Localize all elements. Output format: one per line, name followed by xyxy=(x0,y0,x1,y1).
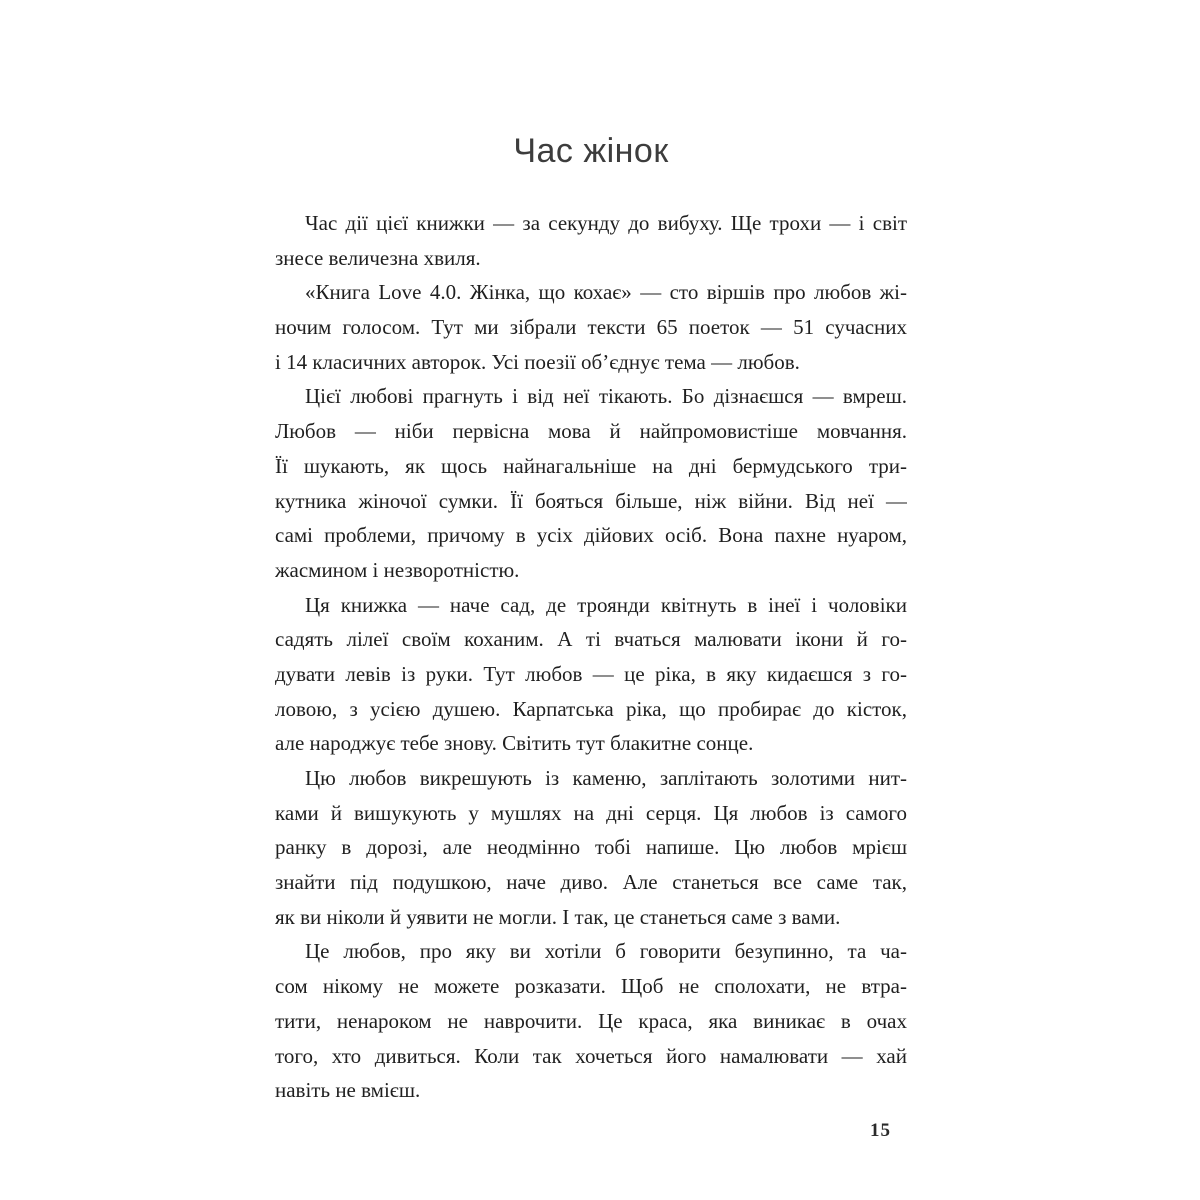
text-line: але народжує тебе знову. Світить тут блакитне сонце. xyxy=(275,731,754,756)
page-number: 15 xyxy=(870,1120,891,1141)
paragraph xyxy=(275,761,907,934)
text-line: як ви ніколи й уявити не могли. І так, це станеться саме з вами. xyxy=(275,904,841,929)
text-line: Любов — ніби первісна мова й найпромовистіше мовчання. xyxy=(275,419,907,444)
text-line: Ця книжка — наче сад, де троянди квітнуть в інеї і чоловіки xyxy=(305,592,907,617)
paragraph xyxy=(275,206,907,275)
text-line: кутника жіночої сумки. Її бояться більше, ніж війни. Від неї — xyxy=(275,488,907,513)
text-line: ранку в дорозі, але неодмінно тобі напише. Цю любов мрієш xyxy=(275,835,907,860)
text-line: Час дії цієї книжки — за секунду до вибуху. Ще трохи — і світ xyxy=(305,211,907,235)
text-line: навіть не вмієш. xyxy=(275,1078,421,1103)
paragraph xyxy=(275,934,907,1107)
text-line: тити, ненароком не наврочити. Це краса, яка виникає в очах xyxy=(275,1008,907,1033)
text-line: того, хто дивиться. Коли так хочеться його намалювати — хай xyxy=(275,1043,907,1068)
paragraph xyxy=(275,275,907,379)
text-line: ночим голосом. Тут ми зібрали тексти 65 поеток — 51 сучасних xyxy=(275,315,907,340)
text-line: Цю любов викрешують із каменю, заплітають золотими нит- xyxy=(305,766,907,790)
paragraph xyxy=(275,588,907,761)
text-line: і 14 класичних авторок. Усі поезії об’єднує тема — любов. xyxy=(275,349,800,374)
text-line: Це любов, про яку ви хотіли б говорити безупинно, та ча- xyxy=(305,939,907,964)
text-line: Цієї любові прагнуть і від неї тікають. Бо дізнаєшся — вмреш. xyxy=(305,384,907,409)
paragraph xyxy=(275,379,907,587)
text-line: самі проблеми, причому в усіх дійових осіб. Вона пахне нуаром, xyxy=(275,523,907,548)
text-line: Її шукають, як щось найнагальніше на дні бермудського три- xyxy=(275,453,907,478)
text-line: знайти під подушкою, наче диво. Але станеться все саме так, xyxy=(275,870,907,895)
text-line: знесе величезна хвиля. xyxy=(275,245,481,270)
text-line: сом нікому не можете розказати. Щоб не сполохати, не втра- xyxy=(275,974,907,999)
page-title: Час жінок xyxy=(513,132,669,170)
text-line: жасмином і незворотністю. xyxy=(275,557,520,582)
text-line: садять лілеї своїм коханим. А ті вчаться малювати ікони й го- xyxy=(275,627,907,652)
text-line: «Книга Love 4.0. Жінка, що кохає» — сто віршів про любов жі- xyxy=(305,280,907,305)
page-content xyxy=(275,206,907,1108)
text-line: дувати левів із руки. Тут любов — це ріка, в яку кидаєшся з го- xyxy=(275,661,907,686)
text-line: ками й вишукують у мушлях на дні серця. Ця любов із самого xyxy=(275,800,907,825)
text-line: ловою, з усією душею. Карпатська ріка, що пробирає до кісток, xyxy=(275,696,907,721)
